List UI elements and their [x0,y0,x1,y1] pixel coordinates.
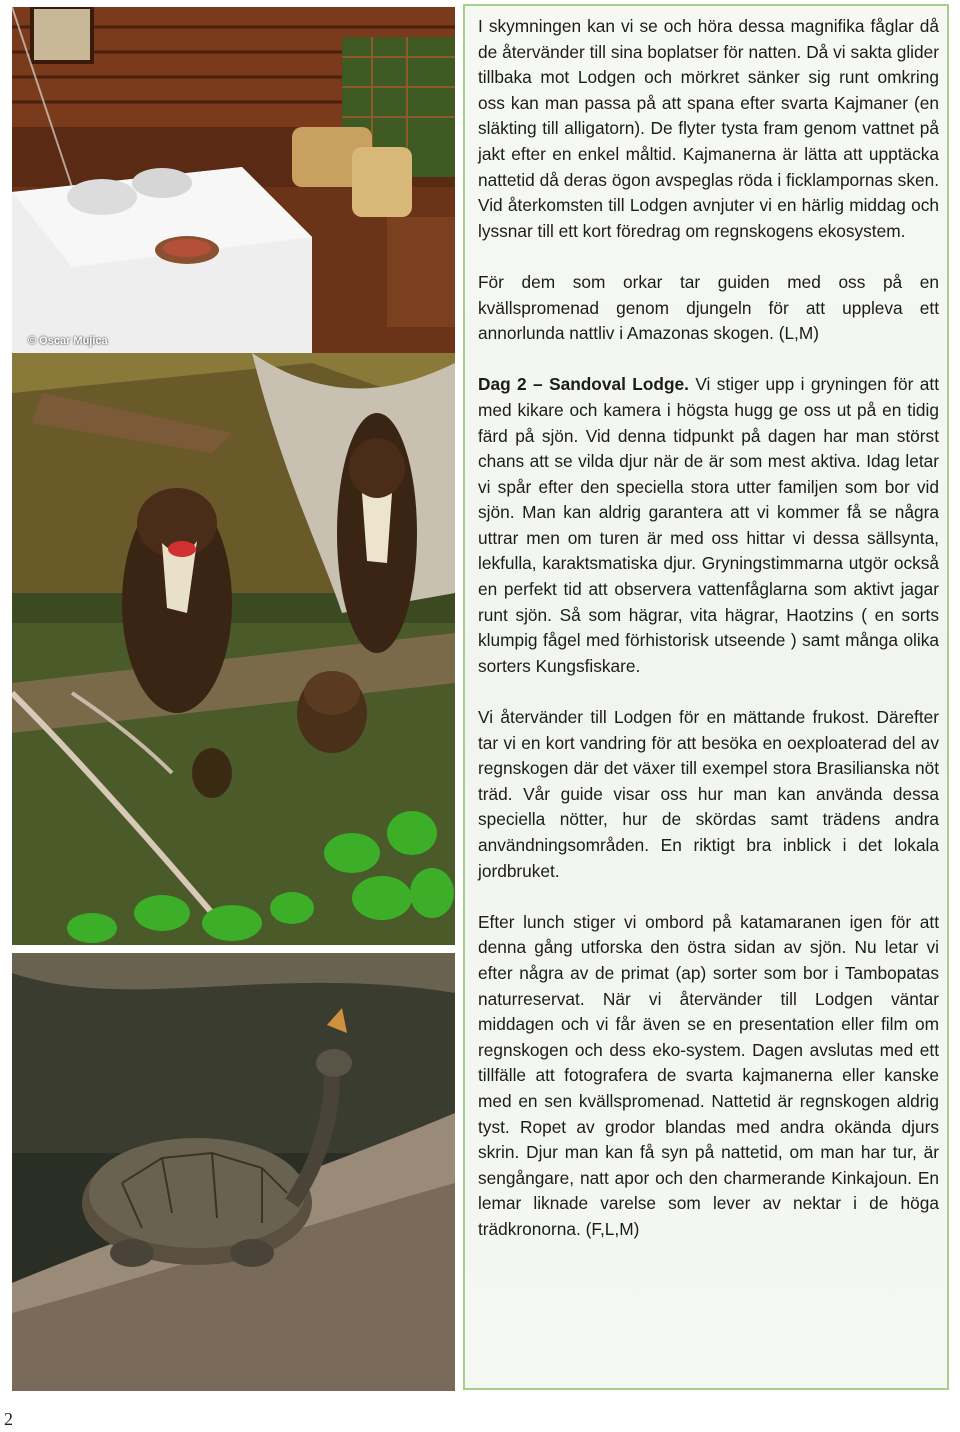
paragraph-breakfast [478,705,939,884]
otters-photo [12,353,455,945]
paragraph-dusk-text: I skymningen kan vi se och höra dessa magnifika fåglar då de återvänder till sina boplatser för natten. Då vi sakta glider tillbaka mot Lodgen och mörkret sänker sig runt omkring oss kan man passa på att spana efter svarta Kajmaner (en släkting till alligatorn). De flyter tysta fram genom vattnet på jakt efter en enkel måltid. Kajmanerna är lätta att upptäcka nattetid då deras ögon avspeglas röda i ficklampornas sken. Vid återkomsten till Lodgen avnjuter vi en härlig middag och lyssnar till ett kort föredrag om regnskogens ekosystem. [478,16,939,241]
paragraph-night-walk [478,270,939,347]
paragraph-afternoon [478,910,939,1243]
paragraph-day2-morning [478,372,939,679]
paragraph-afternoon-text: Efter lunch stiger vi ombord på katamaranen igen för att denna gång utforska den östra sidan av sjön. Nu letar vi efter några av de primat (ap) sorter som bor i Tambopatas naturreservat. När vi återvänder till Lodgen väntar middagen och vi får även se en presentation eller film om regnskogen och dess eko-system. Dagen avslutas med ett tillfälle att fotografera de svarta kajmanerna eller kanske med en sen kvällspromenad. Nattetid är regnskogen aldrig tyst. Ropet av grodor blandas med andra okända djurs skrin. Djur man kan få syn på nattetid, om man har tur, är sengångare, natt apor och den charmerande Kinkajoun. En lemar liknade varelse som lever av nektar i de höga trädkronorna. (F,L,M) [478,911,939,1239]
paragraph-day2-morning-text: Vi stiger upp i gryningen för att med kikare och kamera i högsta hugg ge oss ut på en tidig färd på sjön. Vid denna tidpunkt på dagen har man störst chans att se vilda djur när de är som mest aktiva. Idag letar vi spår efter den speciella stora utter familjen som bor vid sjön. Man kan aldrig garantera att vi kommer få se några uttrar men om turen är med oss hittar vi dessa sällsynta, lekfulla, karaktsmatiska djur. Gryningstimmarna utgör också en perfekt tid att observera vattenfåglarna som aktivt jagar runt sjön. Så som hägrar, vita hägrar, Haotzins ( en sorts klumpig fågel med förhistorisk utseende ) samt många olika sorters Kungsfiskare. [478,374,939,676]
paragraph-breakfast-text: Vi återvänder till Lodgen för en mättande frukost. Därefter tar vi en kort vandring för att besöka en oexploaterad del av regnskogen där det växer till exempel stora Brasilianska nöt träd. Vår guide visar oss hur man kan använda dessa speciella nötter, hur de skördas samt trädens andra användningsområden. En riktigt bra inblick i det lokala jordbruket. [478,707,939,881]
text-panel [463,4,949,1390]
page-number: 2 [4,1409,13,1429]
day2-heading: Dag 2 – Sandoval Lodge. [478,374,689,395]
turtle-photo [12,953,455,1391]
photo-credit: © Oscar Mujica [28,335,108,347]
lodge-room-photo [12,7,455,353]
paragraph-night-walk-text: För dem som orkar tar guiden med oss på en kvällspromenad genom djungeln för att uppleva ett annorlunda nattliv i Amazonas skogen. (L,M) [478,271,939,344]
paragraph-dusk [478,14,939,244]
